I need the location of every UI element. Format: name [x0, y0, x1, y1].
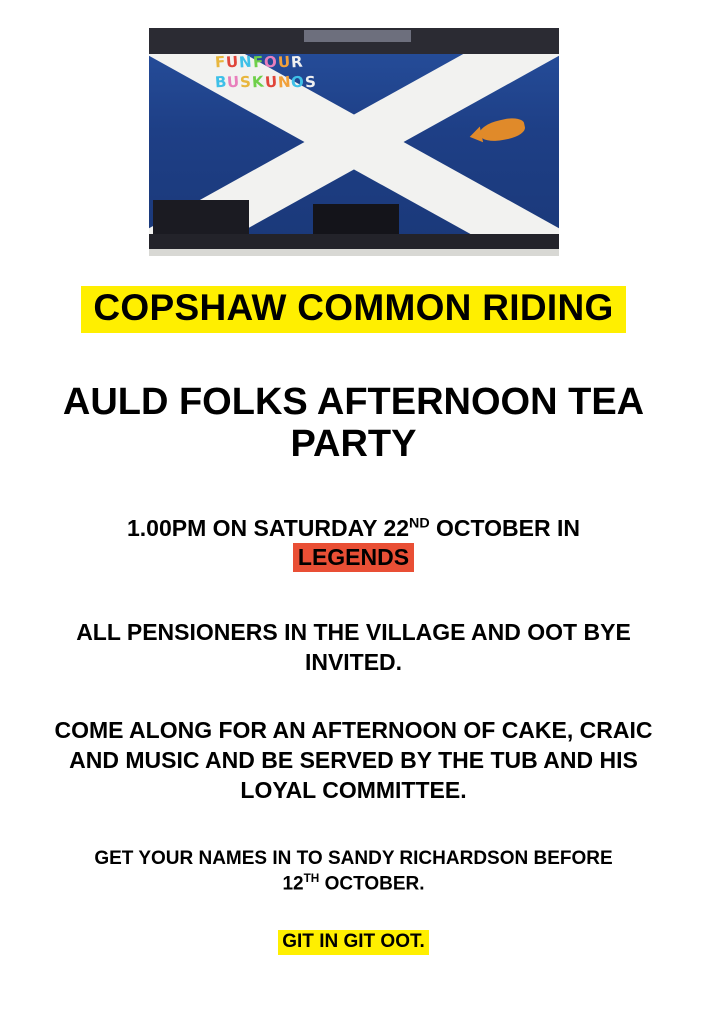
venue-name: LEGENDS — [293, 543, 414, 573]
flag-photo-container — [149, 28, 559, 256]
banner-lettering: FUNFOUR BUSKUNOS — [213, 52, 318, 92]
event-subtitle: AULD FOLKS AFTERNOON TEA PARTY — [62, 380, 645, 466]
photo-bottom-band — [149, 234, 559, 256]
rsvp-line-1: GET YOUR NAMES IN TO SANDY RICHARDSON BEFORE — [94, 847, 613, 869]
rsvp-date-number: 12 — [282, 873, 304, 895]
event-time-prefix: 1.00PM ON SATURDAY 22 — [126, 514, 410, 541]
rsvp-paragraph — [0, 846, 707, 896]
rsvp-date-ordinal: TH — [303, 871, 320, 885]
date-ordinal-suffix: ND — [409, 515, 430, 532]
page-title: COPSHAW COMMON RIDING — [81, 286, 625, 333]
photo-dark-object-middle — [313, 204, 399, 234]
invite-paragraph: ALL PENSIONERS IN THE VILLAGE AND OOT BYE INVITED. — [76, 619, 631, 676]
come-along-paragraph: COME ALONG FOR AN AFTERNOON OF CAKE, CRAIC AND MUSIC AND BE SERVED BY THE TUB AND HIS LOYAL COMMITTEE. — [54, 717, 653, 803]
event-time-suffix: OCTOBER IN — [429, 514, 581, 541]
rsvp-date-suffix: OCTOBER. — [319, 873, 425, 895]
footer-slogan: GIT IN GIT OOT. — [278, 930, 429, 955]
footer-row — [0, 930, 707, 955]
event-time-line — [0, 514, 707, 573]
title-row — [0, 286, 707, 333]
photo-top-band — [149, 28, 559, 54]
saltire-flag-photo — [149, 28, 559, 256]
photo-dark-object-left — [153, 200, 249, 234]
poster-page — [0, 28, 707, 1028]
